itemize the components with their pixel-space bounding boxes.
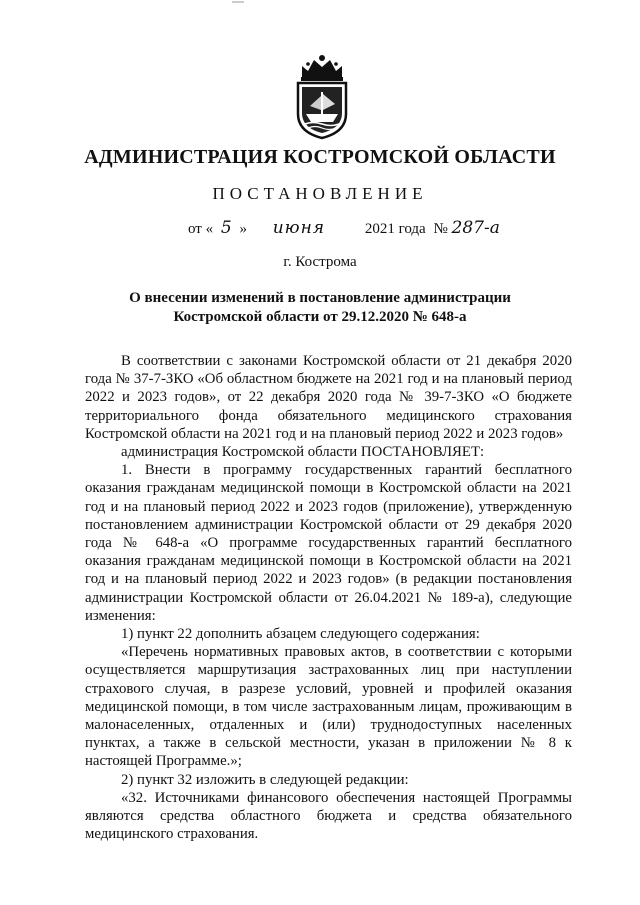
title-line-1: О внесении изменений в постановление администрации (129, 290, 511, 306)
document-body (85, 352, 572, 843)
date-day-close: » (239, 221, 247, 237)
coat-of-arms-emblem (288, 52, 356, 140)
date-prefix: от « (188, 221, 214, 237)
quote-1-paragraph: «Перечень нормативных правовых актов, в соответствии с которыми осуществляется маршрутизация застрахованных лиц при наступлении страхового случая, в разрезе условий, уровней и профилей оказания медицинской помощи, в том числе застрахованным лицам, проживающим в малонаселенных, отдаленных и (или) труднодоступных населенных пунктах, а также в сельской местности, указан в приложении № 8 к настоящей Программе.»; (85, 644, 572, 770)
city-name: г. Кострома (283, 254, 357, 270)
item-1-paragraph: 1. Внести в программу государственных гарантий бесплатного оказания гражданам медицинской помощи в Костромской области на 2021 год и на плановый период 2022 и 2023 годов (приложение), утвержденную постановлением администрации Костромской области от 29 декабря 2020 года № 648-а «О программе государственных гарантий бесплатного оказания гражданам медицинской помощи в Костромской области на 2021 год и на плановый период 2022 и 2023 годов» (в редакции постановления администрации Костромской области от 26.04.2021 № 189-а), следующие изменения: (85, 462, 572, 624)
document-number: 287-а (451, 218, 500, 238)
organization-title: АДМИНИСТРАЦИЯ КОСТРОМСКОЙ ОБЛАСТИ (84, 146, 556, 168)
date-month: июня (272, 218, 326, 238)
number-sign: № (433, 221, 448, 237)
document-type: ПОСТАНОВЛЕНИЕ (212, 184, 428, 203)
subitem-2-paragraph: 2) пункт 32 изложить в следующей редакции: (121, 771, 409, 788)
date-line (188, 218, 500, 238)
quote-2-paragraph: «32. Источниками финансового обеспечения настоящей Программы являются средства областного бюджета и средства обязательного медицинского страхования. (85, 789, 572, 843)
subitem-1-paragraph: 1) пункт 22 дополнить абзацем следующего содержания: (121, 626, 480, 643)
document-title (100, 289, 540, 327)
preamble-paragraph: В соответствии с законами Костромской области от 21 декабря 2020 года № 37-7-ЗКО «Об областном бюджете на 2021 год и на плановый период 2022 и 2023 годов», от 22 декабря 2020 года № 39-7-ЗКО «О бюджете территориального фонда обязательного медицинского страхования Костромской области на 2021 год и на плановый период 2022 и 2023 годов» (85, 353, 572, 442)
fold-mark (230, 0, 246, 4)
title-line-2: Костромской области от 29.12.2020 № 648-а (173, 309, 467, 325)
date-day: 5 (220, 218, 232, 238)
resolve-paragraph: администрация Костромской области ПОСТАНОВЛЯЕТ: (121, 444, 485, 461)
date-year: 2021 года (364, 221, 426, 237)
